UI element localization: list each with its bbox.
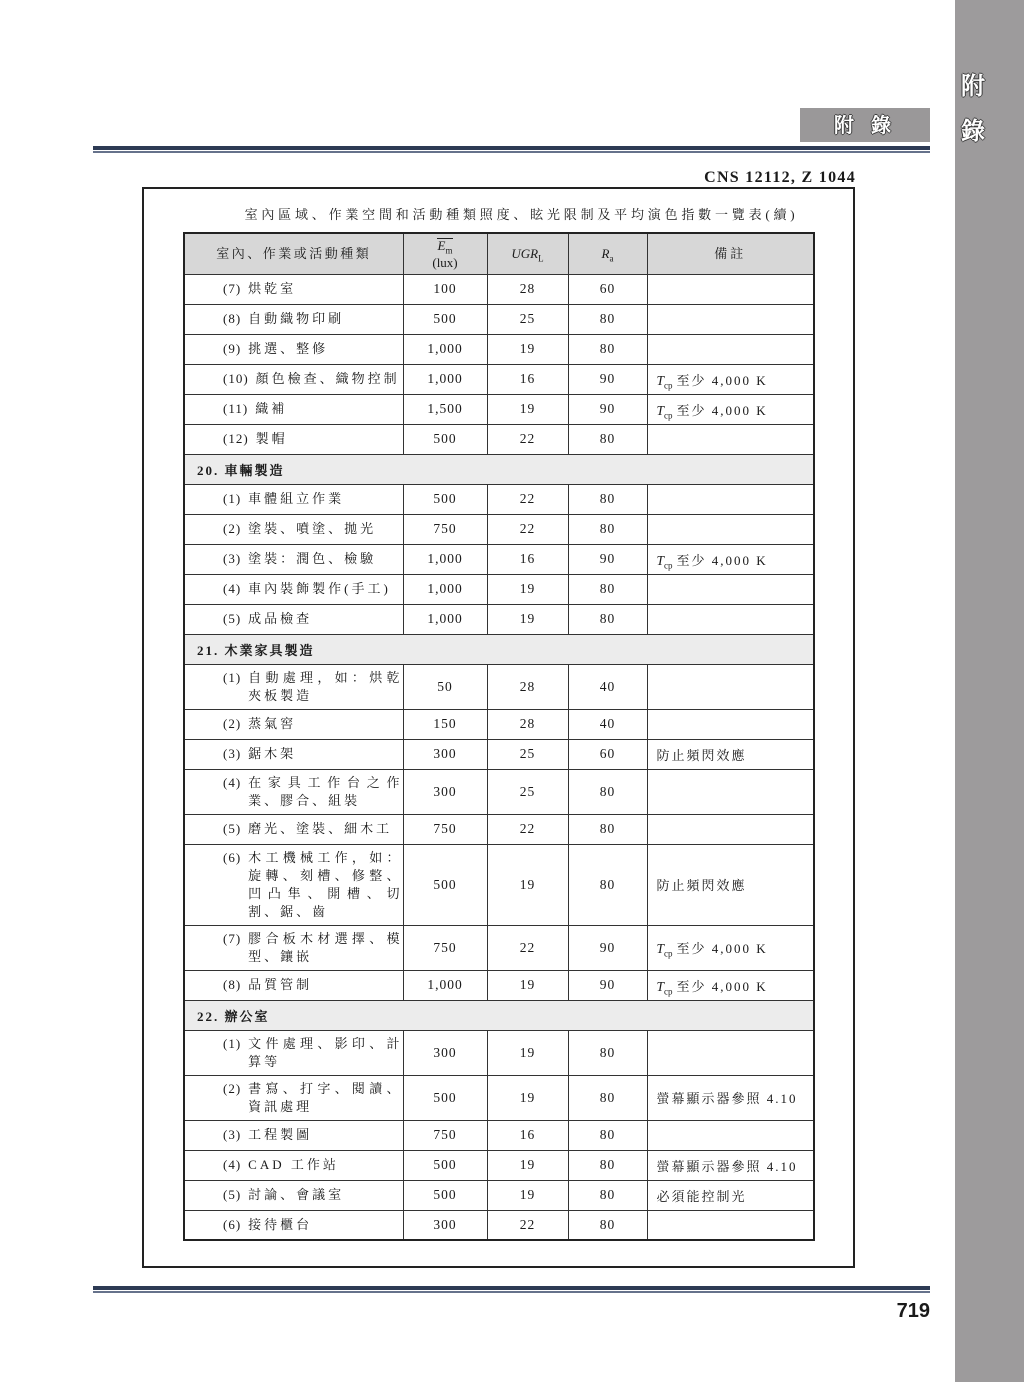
ugr-cell: 19 xyxy=(487,844,568,925)
table-row xyxy=(184,1210,814,1240)
ra-cell: 80 xyxy=(568,769,647,814)
ugr-cell: 25 xyxy=(487,739,568,769)
side-tab-char: 錄 xyxy=(961,117,985,145)
ugr-cell: 25 xyxy=(487,304,568,334)
ugr-cell: 22 xyxy=(487,1210,568,1240)
activity-cell xyxy=(184,544,403,574)
table-row xyxy=(184,769,814,814)
ra-cell: 80 xyxy=(568,334,647,364)
item-number: (2) xyxy=(223,716,242,731)
activity-cell xyxy=(184,769,403,814)
illuminance-cell: 1,000 xyxy=(403,364,487,394)
activity-text: 木工機械工作，如：旋轉、刻槽、修整、凹凸隼、開槽、切割、鋸、齒 xyxy=(248,849,403,919)
table-row xyxy=(184,304,814,334)
item-number: (5) xyxy=(223,821,242,836)
activity-text: 在家具工作台之作業、膠合、組裝 xyxy=(248,774,403,808)
ugr-subscript: L xyxy=(538,253,544,264)
ra-cell: 80 xyxy=(568,574,647,604)
table-row xyxy=(184,844,814,925)
table-row xyxy=(184,424,814,454)
ra-cell: 80 xyxy=(568,1120,647,1150)
activity-header: 室內、作業或活動種類 xyxy=(184,233,403,274)
activity-label xyxy=(223,976,403,994)
table-row xyxy=(184,274,814,304)
remark-cell xyxy=(647,1030,814,1075)
activity-label xyxy=(223,610,403,628)
activity-text: 挑選、整修 xyxy=(248,341,329,356)
activity-cell xyxy=(184,1210,403,1240)
activity-cell xyxy=(184,970,403,1000)
activity-label xyxy=(223,490,403,508)
activity-label xyxy=(223,849,403,921)
item-number: (3) xyxy=(223,1127,242,1142)
section-row xyxy=(184,454,814,484)
ra-cell: 90 xyxy=(568,364,647,394)
remark-cell xyxy=(647,664,814,709)
ra-cell: 80 xyxy=(568,1210,647,1240)
item-number: (8) xyxy=(223,311,242,326)
illuminance-cell: 100 xyxy=(403,274,487,304)
table-row xyxy=(184,664,814,709)
activity-text: 自動處理，如：烘乾夾板製造 xyxy=(248,669,403,703)
remark-cell xyxy=(647,1180,814,1210)
remark-cell xyxy=(647,304,814,334)
illuminance-cell: 300 xyxy=(403,739,487,769)
ugr-header xyxy=(487,233,568,274)
remark-text: 至少 4,000 K xyxy=(676,372,768,388)
illuminance-cell: 300 xyxy=(403,769,487,814)
section-row xyxy=(184,634,814,664)
header-rule xyxy=(93,146,930,153)
activity-cell xyxy=(184,1180,403,1210)
ra-cell: 80 xyxy=(568,1180,647,1210)
ra-cell: 80 xyxy=(568,304,647,334)
activity-cell xyxy=(184,664,403,709)
remark-cell xyxy=(647,514,814,544)
illuminance-table xyxy=(183,232,815,1241)
table-frame xyxy=(142,187,855,1268)
item-number: (3) xyxy=(223,551,242,566)
illuminance-cell: 1,000 xyxy=(403,334,487,364)
remark-cell xyxy=(647,1150,814,1180)
activity-text: 鋸木架 xyxy=(248,746,297,761)
ra-cell: 40 xyxy=(568,664,647,709)
item-number: (8) xyxy=(223,977,242,992)
activity-text: 書寫、打字、閱讀、資訊處理 xyxy=(248,1080,403,1114)
ra-cell: 80 xyxy=(568,514,647,544)
ugr-cell: 19 xyxy=(487,1030,568,1075)
table-header-row xyxy=(184,233,814,274)
illuminance-cell: 1,000 xyxy=(403,970,487,1000)
activity-label xyxy=(223,745,403,763)
ugr-cell: 22 xyxy=(487,925,568,970)
activity-label xyxy=(223,580,403,598)
activity-cell xyxy=(184,709,403,739)
table-row xyxy=(184,484,814,514)
ugr-cell: 28 xyxy=(487,274,568,304)
illuminance-header xyxy=(403,233,487,274)
table-row xyxy=(184,925,814,970)
illuminance-cell: 500 xyxy=(403,1150,487,1180)
activity-label xyxy=(223,430,403,448)
ra-cell: 80 xyxy=(568,604,647,634)
illuminance-unit: (lux) xyxy=(432,254,458,270)
activity-label xyxy=(223,520,403,538)
ugr-cell: 25 xyxy=(487,769,568,814)
remark-cell xyxy=(647,604,814,634)
activity-label xyxy=(223,715,403,733)
table-row xyxy=(184,364,814,394)
ugr-cell: 16 xyxy=(487,1120,568,1150)
activity-label xyxy=(223,1216,403,1234)
ra-header xyxy=(568,233,647,274)
ra-subscript: a xyxy=(609,253,614,264)
illuminance-cell: 750 xyxy=(403,1120,487,1150)
illuminance-cell: 750 xyxy=(403,925,487,970)
remark-cell xyxy=(647,739,814,769)
activity-cell xyxy=(184,1120,403,1150)
remark-cell xyxy=(647,574,814,604)
table-body xyxy=(184,274,814,1240)
activity-text: 文件處理、影印、計算等 xyxy=(248,1035,403,1069)
ra-cell: 80 xyxy=(568,844,647,925)
ugr-cell: 22 xyxy=(487,814,568,844)
activity-text: 成品檢查 xyxy=(248,611,313,626)
remark-cell xyxy=(647,394,814,424)
remark-symbol: T xyxy=(656,552,665,568)
activity-label xyxy=(223,774,403,810)
activity-cell xyxy=(184,925,403,970)
illuminance-symbol-letter: E xyxy=(437,237,446,253)
activity-text: 蒸氣窖 xyxy=(248,716,297,731)
illuminance-cell: 500 xyxy=(403,424,487,454)
activity-cell xyxy=(184,814,403,844)
ugr-symbol: UGR xyxy=(511,246,539,262)
remark-text: 至少 4,000 K xyxy=(676,552,768,568)
table-row xyxy=(184,544,814,574)
activity-cell xyxy=(184,1150,403,1180)
illuminance-symbol xyxy=(437,237,454,256)
table-row xyxy=(184,709,814,739)
activity-text: 車內裝飾製作(手工) xyxy=(248,581,391,596)
ugr-cell: 19 xyxy=(487,1075,568,1120)
document-code: CNS 12112, Z 1044 xyxy=(704,169,856,186)
item-number: (1) xyxy=(223,491,242,506)
remark-cell xyxy=(647,1075,814,1120)
page-number: 719 xyxy=(896,1300,930,1322)
ugr-cell: 22 xyxy=(487,514,568,544)
ugr-cell: 22 xyxy=(487,424,568,454)
item-number: (11) xyxy=(223,401,249,416)
item-number: (10) xyxy=(223,371,249,386)
item-number: (5) xyxy=(223,1187,242,1202)
remark-cell xyxy=(647,1120,814,1150)
ugr-cell: 28 xyxy=(487,664,568,709)
ugr-cell: 19 xyxy=(487,574,568,604)
remarks-header: 備註 xyxy=(647,233,814,274)
illuminance-cell: 500 xyxy=(403,844,487,925)
activity-text: 膠合板木材選擇、模型、鑲嵌 xyxy=(248,930,403,964)
ugr-cell: 19 xyxy=(487,604,568,634)
activity-cell xyxy=(184,274,403,304)
ugr-cell: 16 xyxy=(487,544,568,574)
activity-text: 製帽 xyxy=(255,431,288,446)
ra-cell: 80 xyxy=(568,1075,647,1120)
activity-label xyxy=(223,669,403,705)
ugr-cell: 19 xyxy=(487,1150,568,1180)
item-number: (7) xyxy=(223,930,242,946)
remark-cell xyxy=(647,544,814,574)
section-heading: 20. 車輛製造 xyxy=(184,454,814,484)
table-row xyxy=(184,334,814,364)
activity-text: 磨光、塗裝、細木工 xyxy=(248,821,393,836)
remark-cell xyxy=(647,424,814,454)
item-number: (4) xyxy=(223,581,242,596)
ra-cell: 90 xyxy=(568,925,647,970)
activity-label xyxy=(223,280,403,298)
table-row xyxy=(184,514,814,544)
activity-text: 品質管制 xyxy=(248,977,313,992)
illuminance-cell: 1,000 xyxy=(403,544,487,574)
ugr-cell: 19 xyxy=(487,334,568,364)
illuminance-cell: 500 xyxy=(403,304,487,334)
illuminance-symbol-subscript: m xyxy=(445,245,453,256)
activity-cell xyxy=(184,484,403,514)
side-tab-char: 附 xyxy=(961,72,985,100)
ra-cell: 80 xyxy=(568,1030,647,1075)
remark-text: 至少 4,000 K xyxy=(676,941,768,956)
illuminance-cell: 300 xyxy=(403,1210,487,1240)
table-row xyxy=(184,1120,814,1150)
illuminance-cell: 300 xyxy=(403,1030,487,1075)
activity-label xyxy=(223,400,403,418)
section-heading: 22. 辦公室 xyxy=(184,1000,814,1030)
ugr-cell: 22 xyxy=(487,484,568,514)
remark-subscript: cp xyxy=(664,380,673,391)
remark-subscript: cp xyxy=(664,948,673,959)
activity-label xyxy=(223,340,403,358)
activity-label xyxy=(223,370,403,388)
ra-cell: 60 xyxy=(568,739,647,769)
ra-symbol: R xyxy=(601,246,610,262)
ra-cell: 90 xyxy=(568,394,647,424)
activity-text: 顏色檢查、織物控制 xyxy=(255,371,400,386)
appendix-label: 附 錄 xyxy=(800,108,930,142)
table-row xyxy=(184,604,814,634)
table-caption: 室內區域、作業空間和活動種類照度、眩光限制及平均演色指數一覽表(續) xyxy=(244,207,799,222)
ra-cell: 80 xyxy=(568,1150,647,1180)
activity-text: 接待櫃台 xyxy=(248,1216,313,1232)
remark-cell xyxy=(647,334,814,364)
item-number: (2) xyxy=(223,1080,242,1096)
item-number: (4) xyxy=(223,1157,242,1172)
activity-cell xyxy=(184,364,403,394)
item-number: (4) xyxy=(223,774,242,790)
remark-symbol: T xyxy=(656,941,665,956)
ra-cell: 90 xyxy=(568,544,647,574)
activity-label xyxy=(223,820,403,838)
activity-cell xyxy=(184,739,403,769)
table-row xyxy=(184,739,814,769)
table-row xyxy=(184,1075,814,1120)
remark-text: 螢幕顯示器參照 4.10 xyxy=(656,1091,798,1106)
appendix-side-tab xyxy=(955,0,1024,1382)
ra-cell: 90 xyxy=(568,970,647,1000)
item-number: (1) xyxy=(223,1035,242,1051)
remark-subscript: cp xyxy=(664,410,673,421)
illuminance-cell: 50 xyxy=(403,664,487,709)
activity-text: 烘乾室 xyxy=(248,281,297,296)
activity-text: 工程製圖 xyxy=(248,1127,313,1142)
section-heading: 21. 木業家具製造 xyxy=(184,634,814,664)
remark-text: 防止頻閃效應 xyxy=(656,747,747,763)
activity-label xyxy=(223,1035,403,1071)
ra-cell: 80 xyxy=(568,484,647,514)
item-number: (2) xyxy=(223,521,242,536)
table-row xyxy=(184,814,814,844)
remark-cell xyxy=(647,1210,814,1240)
activity-label xyxy=(223,1080,403,1116)
remark-cell xyxy=(647,970,814,1000)
ugr-cell: 19 xyxy=(487,970,568,1000)
activity-cell xyxy=(184,424,403,454)
remark-text: 必須能控制光 xyxy=(656,1188,747,1204)
item-number: (6) xyxy=(223,1216,242,1232)
activity-cell xyxy=(184,304,403,334)
remark-text: 防止頻閃效應 xyxy=(656,878,747,893)
section-row xyxy=(184,1000,814,1030)
item-number: (12) xyxy=(223,431,249,446)
activity-text: CAD 工作站 xyxy=(248,1157,339,1172)
remark-text: 至少 4,000 K xyxy=(676,978,768,994)
ugr-cell: 19 xyxy=(487,1180,568,1210)
activity-label xyxy=(223,1186,403,1204)
table-row xyxy=(184,1030,814,1075)
illuminance-cell: 500 xyxy=(403,1075,487,1120)
activity-label xyxy=(223,1156,403,1174)
activity-label xyxy=(223,550,403,568)
item-number: (7) xyxy=(223,281,242,296)
activity-cell xyxy=(184,514,403,544)
item-number: (5) xyxy=(223,611,242,626)
activity-text: 討論、會議室 xyxy=(248,1187,345,1202)
ra-cell: 60 xyxy=(568,274,647,304)
table-row xyxy=(184,1180,814,1210)
illuminance-cell: 750 xyxy=(403,814,487,844)
activity-label xyxy=(223,930,403,966)
remark-cell xyxy=(647,844,814,925)
item-number: (6) xyxy=(223,849,242,865)
illuminance-cell: 1,000 xyxy=(403,574,487,604)
ugr-cell: 19 xyxy=(487,394,568,424)
activity-text: 車體組立作業 xyxy=(248,491,345,506)
illuminance-cell: 750 xyxy=(403,514,487,544)
activity-cell xyxy=(184,1030,403,1075)
item-number: (1) xyxy=(223,669,242,685)
ra-cell: 80 xyxy=(568,424,647,454)
illuminance-cell: 500 xyxy=(403,484,487,514)
ugr-cell: 28 xyxy=(487,709,568,739)
activity-cell xyxy=(184,844,403,925)
footer-rule xyxy=(93,1286,930,1293)
item-number: (3) xyxy=(223,746,242,761)
remark-text: 螢幕顯示器參照 4.10 xyxy=(656,1158,798,1174)
ra-cell: 40 xyxy=(568,709,647,739)
remark-symbol: T xyxy=(656,372,665,388)
remark-cell xyxy=(647,925,814,970)
activity-label xyxy=(223,310,403,328)
remark-subscript: cp xyxy=(664,560,673,571)
ra-cell: 80 xyxy=(568,814,647,844)
table-row xyxy=(184,970,814,1000)
activity-text: 自動織物印刷 xyxy=(248,311,345,326)
activity-label xyxy=(223,1126,403,1144)
activity-cell xyxy=(184,1075,403,1120)
illuminance-cell: 500 xyxy=(403,1180,487,1210)
activity-cell xyxy=(184,574,403,604)
remark-cell xyxy=(647,769,814,814)
remark-symbol: T xyxy=(656,978,665,994)
illuminance-cell: 1,500 xyxy=(403,394,487,424)
remark-subscript: cp xyxy=(664,986,673,997)
illuminance-cell: 150 xyxy=(403,709,487,739)
remark-cell xyxy=(647,364,814,394)
remark-cell xyxy=(647,709,814,739)
remark-cell xyxy=(647,274,814,304)
remark-cell xyxy=(647,814,814,844)
activity-text: 塗裝、噴塗、拋光 xyxy=(248,521,377,536)
table-row xyxy=(184,1150,814,1180)
activity-cell xyxy=(184,334,403,364)
remark-text: 至少 4,000 K xyxy=(676,402,768,418)
table-row xyxy=(184,394,814,424)
illuminance-cell: 1,000 xyxy=(403,604,487,634)
activity-cell xyxy=(184,604,403,634)
item-number: (9) xyxy=(223,341,242,356)
ugr-cell: 16 xyxy=(487,364,568,394)
activity-cell xyxy=(184,394,403,424)
activity-text: 塗裝：潤色、檢驗 xyxy=(248,551,377,566)
remark-symbol: T xyxy=(656,402,665,418)
remark-cell xyxy=(647,484,814,514)
table-row xyxy=(184,574,814,604)
activity-text: 織補 xyxy=(255,401,288,416)
